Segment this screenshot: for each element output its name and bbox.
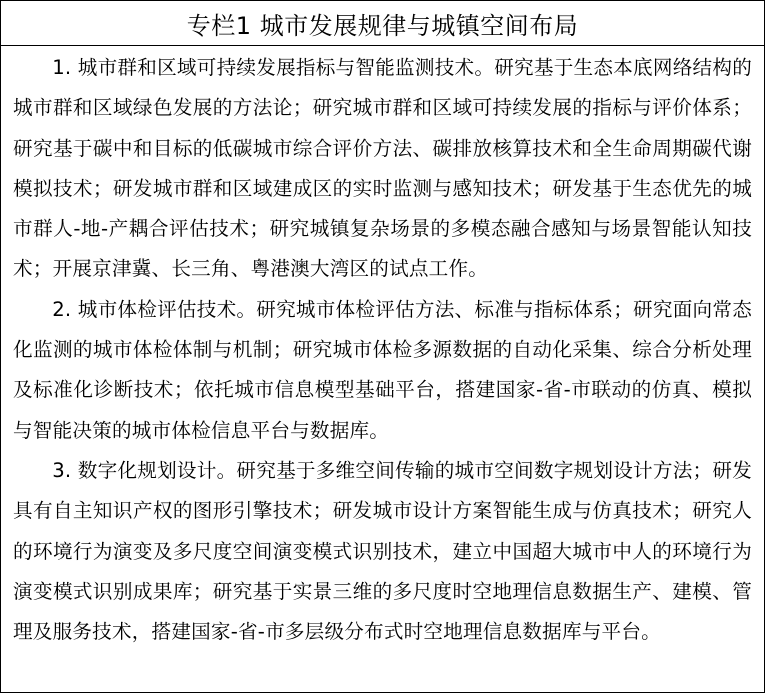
column-title: 专栏1 城市发展规律与城镇空间布局 bbox=[186, 11, 579, 40]
title-row bbox=[1, 1, 764, 46]
column-content bbox=[1, 46, 764, 652]
paragraph-digital-planning: 3. 数字化规划设计。研究基于多维空间传输的城市空间数字规划设计方法；研发具有自主知识产权的图形引擎技术；研发城市设计方案智能生成与仿真技术；研究人的环境行为演变及多尺度空间演变模式识别技术，建立中国超大城市中人的环境行为演变模式识别成果库；研究基于实景三维的多尺度时空地理信息数据生产、建模、管理及服务技术，搭建国家-省-市多层级分布式时空地理信息数据库与平台。 bbox=[13, 458, 752, 644]
paragraph-urban-checkup: 2. 城市体检评估技术。研究城市体检评估方法、标准与指标体系；研究面向常态化监测的城市体检体制与机制；研究城市体检多源数据的自动化采集、综合分析处理及标准化诊断技术；依托城市信息模型基础平台，搭建国家-省-市联动的仿真、模拟与智能决策的城市体检信息平台与数据库。 bbox=[13, 297, 752, 442]
paragraph-urban-agglomeration: 1. 城市群和区域可持续发展指标与智能监测技术。研究基于生态本底网络结构的城市群和区域绿色发展的方法论；研究城市群和区域可持续发展的指标与评价体系；研究基于碳中和目标的低碳城市综合评价方法、碳排放核算技术和全生命周期碳代谢模拟技术；研发城市群和区域建成区的实时监测与感知技术；研发基于生态优先的城市群人-地-产耦合评估技术；研究城镇复杂场景的多模态融合感知与场景智能认知技术；开展京津冀、长三角、粤港澳大湾区的试点工作。 bbox=[13, 56, 752, 281]
